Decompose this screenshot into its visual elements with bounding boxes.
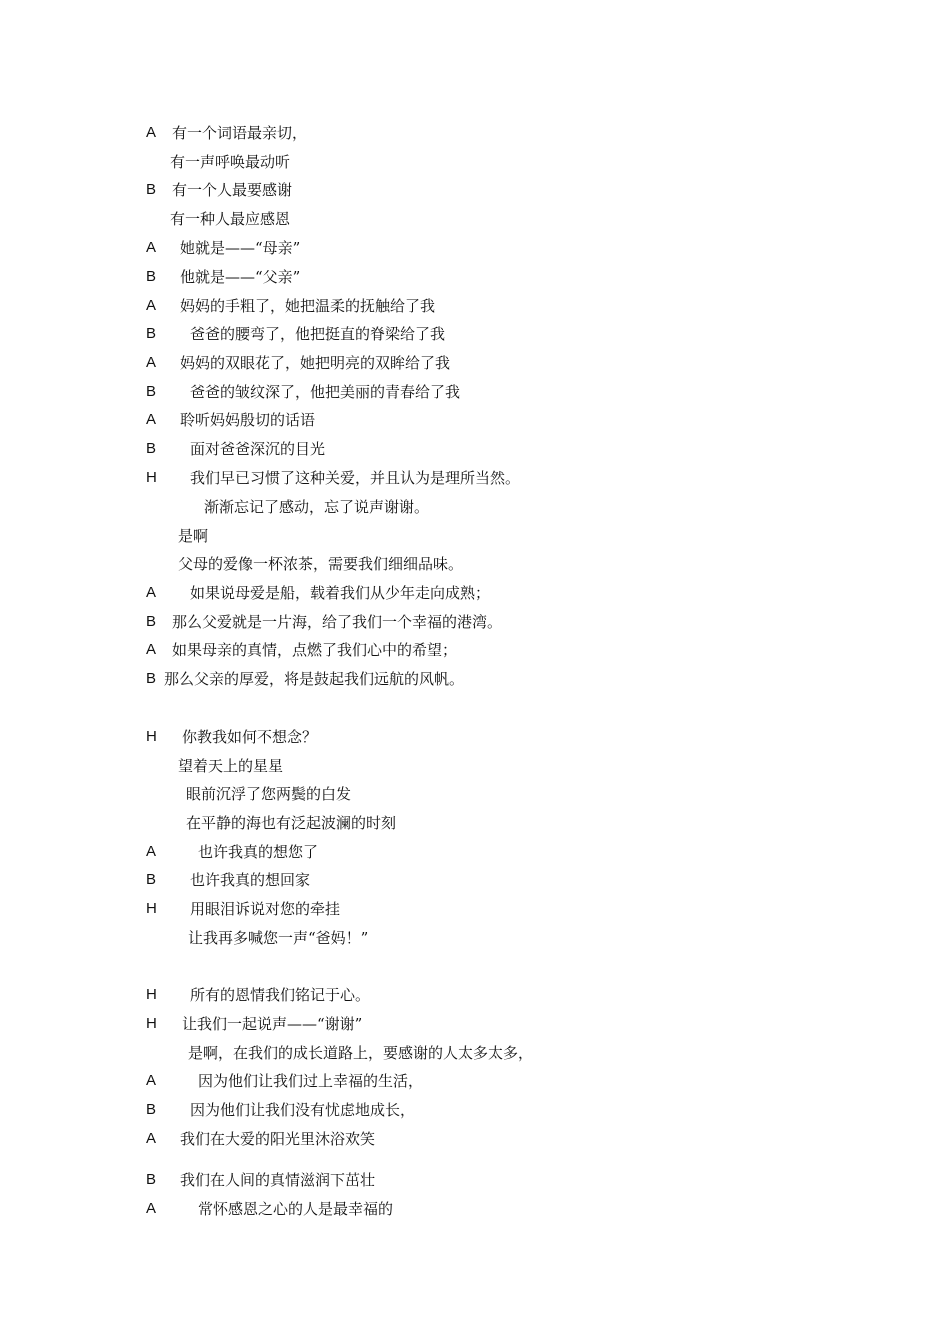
line-text: 因为他们让我们没有忧虑地成长，	[190, 1101, 416, 1119]
line-text: 妈妈的双眼花了，她把明亮的双眸给了我	[180, 354, 451, 372]
line-text: 那么父亲的厚爱，将是鼓起我们远航的风帆。	[164, 670, 465, 688]
speaker-label: B	[146, 871, 157, 888]
speaker-label: B	[146, 670, 157, 687]
line-text: 他就是——“父亲”	[180, 268, 301, 286]
speaker-label: A	[146, 411, 157, 428]
speaker-label: A	[146, 1130, 157, 1147]
speaker-label: A	[146, 354, 157, 371]
line-text: 我们在大爱的阳光里沐浴欢笑	[180, 1130, 376, 1148]
speaker-label: B	[146, 440, 157, 457]
speaker-label: A	[146, 584, 157, 601]
line-text: 有一个词语最亲切，	[172, 124, 308, 142]
line-text: 你教我如何不想念？	[182, 728, 318, 746]
speaker-label: A	[146, 641, 157, 658]
speaker-label: A	[146, 239, 157, 256]
line-text: 是啊，在我们的成长道路上，要感谢的人太多太多，	[188, 1044, 534, 1062]
line-text: 望着天上的星星	[178, 757, 284, 775]
line-text: 是啊	[178, 527, 209, 545]
speaker-label: B	[146, 1101, 157, 1118]
line-text: 聆听妈妈殷切的话语	[180, 411, 316, 429]
line-text: 常怀感恩之心的人是最幸福的	[198, 1200, 394, 1218]
line-text: 我们早已习惯了这种关爱，并且认为是理所当然。	[190, 469, 521, 487]
line-text: 在平静的海也有泛起波澜的时刻	[186, 814, 397, 832]
line-text: 如果说母爱是船，载着我们从少年走向成熟；	[190, 584, 491, 602]
line-text: 有一个人最要感谢	[172, 181, 293, 199]
line-text: 也许我真的想您了	[198, 843, 319, 861]
speaker-label: A	[146, 1072, 157, 1089]
line-text: 她就是——“母亲”	[180, 239, 301, 257]
line-text: 让我们一起说声——“谢谢”	[182, 1015, 363, 1033]
speaker-label: B	[146, 1171, 157, 1188]
speaker-label: A	[146, 124, 157, 141]
speaker-label: H	[146, 469, 157, 486]
line-text: 眼前沉浮了您两鬓的白发	[186, 785, 352, 803]
line-text: 也许我真的想回家	[190, 871, 311, 889]
line-text: 我们在人间的真情滋润下茁壮	[180, 1171, 376, 1189]
speaker-label: A	[146, 1200, 157, 1217]
line-text: 让我再多喊您一声“爸妈！”	[188, 929, 369, 947]
speaker-label: H	[146, 986, 157, 1003]
speaker-label: B	[146, 268, 157, 285]
line-text: 妈妈的手粗了，她把温柔的抚触给了我	[180, 297, 436, 315]
line-text: 父母的爱像一杯浓茶，需要我们细细品味。	[178, 555, 464, 573]
line-text: 有一种人最应感恩	[170, 210, 291, 228]
speaker-label: H	[146, 900, 157, 917]
line-text: 有一声呼唤最动听	[170, 153, 291, 171]
line-text: 如果母亲的真情，点燃了我们心中的希望；	[172, 641, 458, 659]
line-text: 爸爸的腰弯了，他把挺直的脊梁给了我	[190, 325, 446, 343]
speaker-label: H	[146, 728, 157, 745]
line-text: 爸爸的皱纹深了，他把美丽的青春给了我	[190, 383, 461, 401]
line-text: 用眼泪诉说对您的牵挂	[190, 900, 341, 918]
speaker-label: A	[146, 297, 157, 314]
line-text: 因为他们让我们过上幸福的生活，	[198, 1072, 424, 1090]
line-text: 面对爸爸深沉的目光	[190, 440, 326, 458]
line-text: 渐渐忘记了感动，忘了说声谢谢。	[204, 498, 430, 516]
line-text: 那么父爱就是一片海，给了我们一个幸福的港湾。	[172, 613, 503, 631]
speaker-label: B	[146, 383, 157, 400]
speaker-label: A	[146, 843, 157, 860]
speaker-label: B	[146, 181, 157, 198]
speaker-label: B	[146, 325, 157, 342]
line-text: 所有的恩情我们铭记于心。	[190, 986, 371, 1004]
speaker-label: H	[146, 1015, 157, 1032]
speaker-label: B	[146, 613, 157, 630]
